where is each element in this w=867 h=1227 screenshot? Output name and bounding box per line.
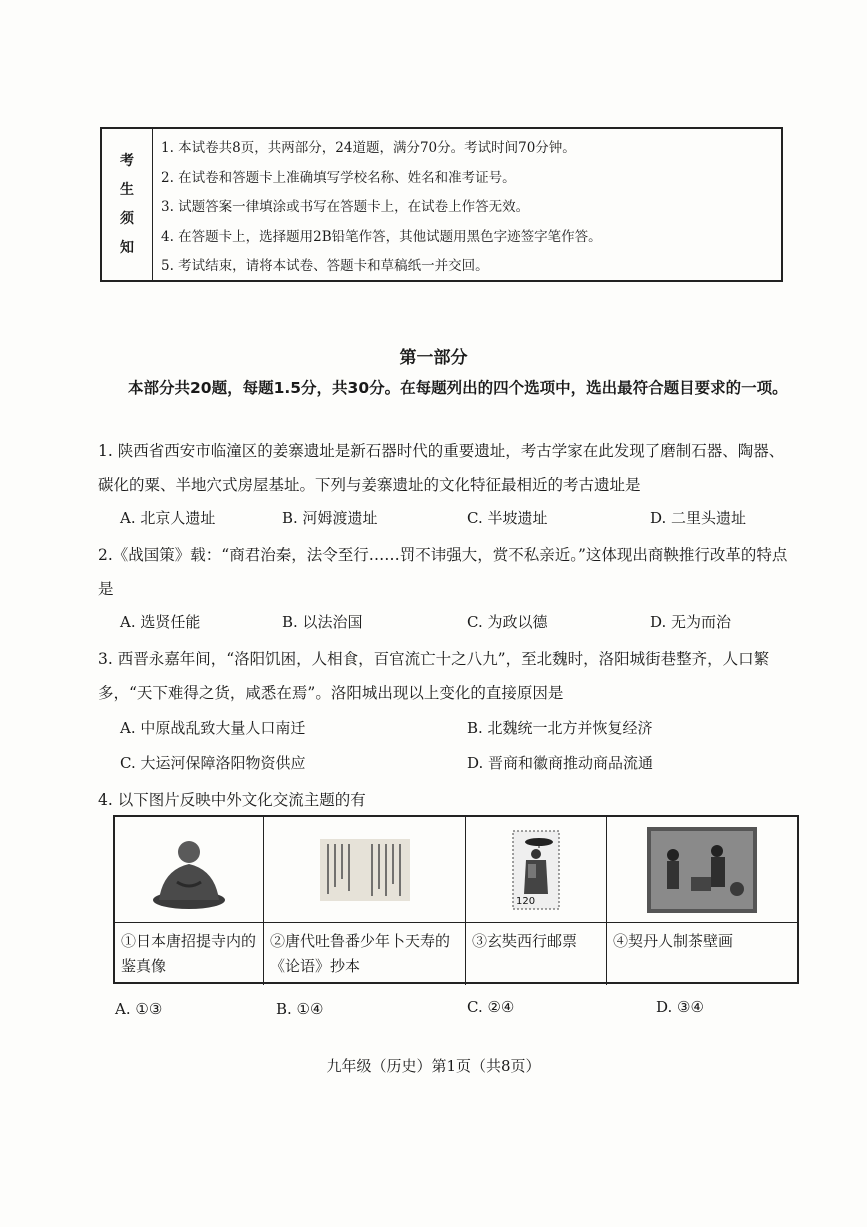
q4-option-a: A. ①③ [115,1000,163,1018]
image-caption-4: ④契丹人制茶壁画 [613,932,734,950]
notice-item: 2. 在试卷和答题卡上准确填写学校名称、姓名和准考证号。 [161,169,516,186]
part-title: 第一部分 [399,348,468,368]
q3-option-c: C. 大运河保障洛阳物资供应 [120,754,306,772]
q3-option-d: D. 晋商和徽商推动商品流通 [467,754,654,772]
image-caption-3: ③玄奘西行邮票 [466,923,607,985]
question-4-stem: 4. 以下图片反映中外文化交流主题的有 [98,791,366,809]
notice-header-char: 须 [120,210,134,227]
notice-item: 1. 本试卷共8页，共两部分，24道题，满分70分。考试时间70分钟。 [161,140,576,156]
image-caption-2: ②唐代吐鲁番少年卜天寿的《论语》抄本 [264,923,466,985]
notice-header-char: 知 [120,239,134,256]
q2-option-c: C. 为政以德 [467,613,548,631]
notice-header [102,129,153,280]
part-intro: 本部分共20题，每题1.5分，共30分。在每题列出的四个选项中，选出最符合题目要求的一项。 [128,379,788,397]
notice-header-char: 考 [120,152,134,169]
q1-option-d: D. 二里头遗址 [650,509,747,527]
q4-option-c: C. ②④ [467,998,515,1016]
stamp-value: 120 [516,895,536,907]
analects-manuscript-image [264,817,466,923]
notice-header-char: 生 [120,181,134,198]
q3-option-b: B. 北魏统一北方并恢复经济 [467,719,653,737]
q4-option-b: B. ①④ [276,1000,324,1018]
q2-option-a: A. 选贤任能 [120,613,201,631]
q2-option-b: B. 以法治国 [282,613,363,631]
q3-option-a: A. 中原战乱致大量人口南迁 [120,719,306,737]
question-3-stem: 3. 西晋永嘉年间，“洛阳饥困，人相食，百官流亡十之八九”，至北魏时，洛阳城街巷整齐，人口繁多，“天下难得之货，咸悉在焉”。洛阳城出现以上变化的直接原因是 [98,650,770,702]
q1-option-a: A. 北京人遗址 [120,509,216,527]
notice-item: 4. 在答题卡上，选择题用2B铅笔作答，其他试题用黑色字迹签字笔作答。 [161,228,602,245]
question-2-stem: 2.《战国策》载：“商君治秦，法令至行……罚不讳强大，赏不私亲近。”这体现出商鞅推行改革的特点是 [98,546,788,598]
question-1-stem: 1. 陕西省西安市临潼区的姜寨遗址是新石器时代的重要遗址，考古学家在此发现了磨制石器、陶器、碳化的粟、半地穴式房屋基址。下列与姜寨遗址的文化特征最相近的考古遗址是 [98,442,785,494]
q1-option-b: B. 河姆渡遗址 [282,509,378,527]
khitan-tea-mural-image [607,817,797,923]
q4-image-table [113,815,799,984]
jianzhen-statue-image [115,817,264,923]
notice-item: 3. 试题答案一律填涂或书写在答题卡上，在试卷上作答无效。 [161,199,530,215]
exam-notice-box [100,127,783,282]
q1-option-c: C. 半坡遗址 [467,509,548,527]
xuanzang-stamp-image [466,817,607,923]
q2-option-d: D. 无为而治 [650,613,732,631]
notice-items [153,129,781,280]
page-footer: 九年级（历史）第1页（共8页） [326,1057,541,1075]
image-caption-1: ①日本唐招提寺内的鉴真像 [115,923,264,985]
notice-item: 5. 考试结束，请将本试卷、答题卡和草稿纸一并交回。 [161,258,489,274]
q4-option-d: D. ③④ [656,998,704,1016]
